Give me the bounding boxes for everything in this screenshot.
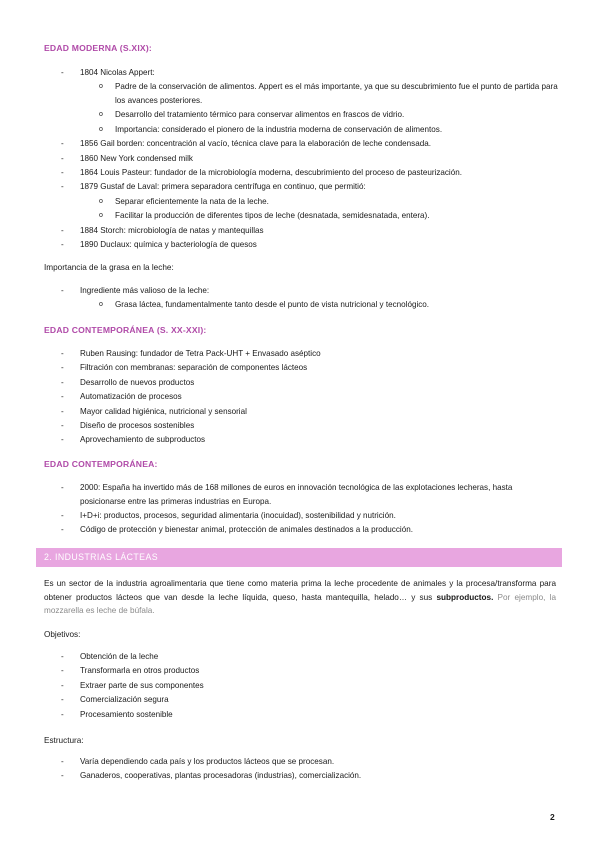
- page-number: 2: [550, 812, 555, 822]
- list-subitem: o Facilitar la producción de diferentes tipos de leche (desnatada, semidesnatada, entera).: [0, 209, 600, 223]
- heading-edad-contemporanea: EDAD CONTEMPORÁNEA:: [44, 459, 158, 469]
- list-item: - Comercialización segura: [0, 693, 600, 707]
- list-item: - 1856 Gail borden: concentración al vacío, técnica clave para la elaboración de leche condensada.: [0, 137, 600, 151]
- paragraph-example: Por ejemplo, la mozzarella es leche de búfala.: [44, 592, 556, 616]
- list-item: - Extraer parte de sus componentes: [0, 679, 600, 693]
- list-item: - Aprovechamiento de subproductos: [0, 433, 600, 447]
- list-grasa: [0, 284, 600, 313]
- list-item: - I+D+i: productos, procesos, seguridad alimentaria (inocuidad), sostenibilidad y nutrición.: [0, 509, 600, 523]
- list-item: - Ingrediente más valioso de la leche:: [0, 284, 600, 298]
- list-item: - Diseño de procesos sostenibles: [0, 419, 600, 433]
- list-item: - 1879 Gustaf de Laval: primera separadora centrífuga en continuo, que permitió:: [0, 180, 600, 194]
- list-item: - Mayor calidad higiénica, nutricional y sensorial: [0, 405, 600, 419]
- list-item: - 2000: España ha invertido más de 168 millones de euros en innovación tecnológica de las explotaciones lecheras, hasta posicionarse entre las primeras industrias en Europa.: [0, 481, 556, 509]
- list-item: - Ruben Rausing: fundador de Tetra Pack-UHT + Envasado aséptico: [0, 347, 600, 361]
- list-subitem: o Desarrollo del tratamiento térmico para conservar alimentos en frascos de vidrio.: [0, 108, 600, 122]
- list-item: - Automatización de procesos: [0, 390, 600, 404]
- list-item: - Código de protección y bienestar animal, protección de animales destinados a la producción.: [0, 523, 600, 537]
- list-subitem: o Importancia: considerado el pionero de la industria moderna de conservación de alimentos.: [0, 123, 600, 137]
- label-objetivos: Objetivos:: [44, 630, 81, 639]
- list-edad-moderna: [0, 66, 600, 252]
- paragraph-main: Es un sector de la industria agroalimentaria que tiene como materia prima la leche procedente de animales y la procesa/transforma para obtener productos lácteos que van desde la leche líquida, queso, hasta mantequilla, helado… y sus: [44, 579, 556, 602]
- list-item: - Desarrollo de nuevos productos: [0, 376, 600, 390]
- list-item: - Ganaderos, cooperativas, plantas procesadoras (industrias), comercialización.: [0, 769, 600, 783]
- list-objetivos: [0, 650, 600, 722]
- list-estructura: [0, 755, 600, 784]
- list-item: - 1890 Duclaux: química y bacteriología de quesos: [0, 238, 600, 252]
- list-subitem: o Padre de la conservación de alimentos. Appert es el más importante, ya que su descubrimiento fue el punto de partida para los avances posteriores.: [0, 80, 560, 108]
- heading-edad-moderna: EDAD MODERNA (S.XIX):: [44, 43, 152, 53]
- heading-edad-contemporanea-xx-xxi: EDAD CONTEMPORÁNEA (S. XX-XXI):: [44, 325, 207, 335]
- section-title: 2. INDUSTRIAS LÁCTEAS: [44, 552, 158, 562]
- list-subitem: o Grasa láctea, fundamentalmente tanto desde el punto de vista nutricional y tecnológico.: [0, 298, 600, 312]
- list-item: - 1884 Storch: microbiología de natas y mantequillas: [0, 224, 600, 238]
- list-item: - Procesamiento sostenible: [0, 708, 600, 722]
- label-estructura: Estructura:: [44, 736, 84, 745]
- section-paragraph: [44, 577, 556, 618]
- list-edad-contemporanea-1: [0, 347, 600, 448]
- list-item: - Filtración con membranas: separación de componentes lácteos: [0, 361, 600, 375]
- section-header-band: [36, 548, 562, 567]
- label-importancia-grasa: Importancia de la grasa en la leche:: [44, 263, 174, 272]
- list-item: - Varía dependiendo cada país y los productos lácteos que se procesan.: [0, 755, 600, 769]
- paragraph-bold: subproductos.: [436, 592, 494, 602]
- list-item: - 1860 New York condensed milk: [0, 152, 600, 166]
- list-subitem: o Separar eficientemente la nata de la leche.: [0, 195, 600, 209]
- list-edad-contemporanea-2: [0, 481, 600, 538]
- list-item: - Transformarla en otros productos: [0, 664, 600, 678]
- list-item: - Obtención de la leche: [0, 650, 600, 664]
- list-item: - 1864 Louis Pasteur: fundador de la microbiología moderna, descubrimiento del proceso de pasteurización.: [0, 166, 600, 180]
- list-item: - 1804 Nicolas Appert:: [0, 66, 600, 80]
